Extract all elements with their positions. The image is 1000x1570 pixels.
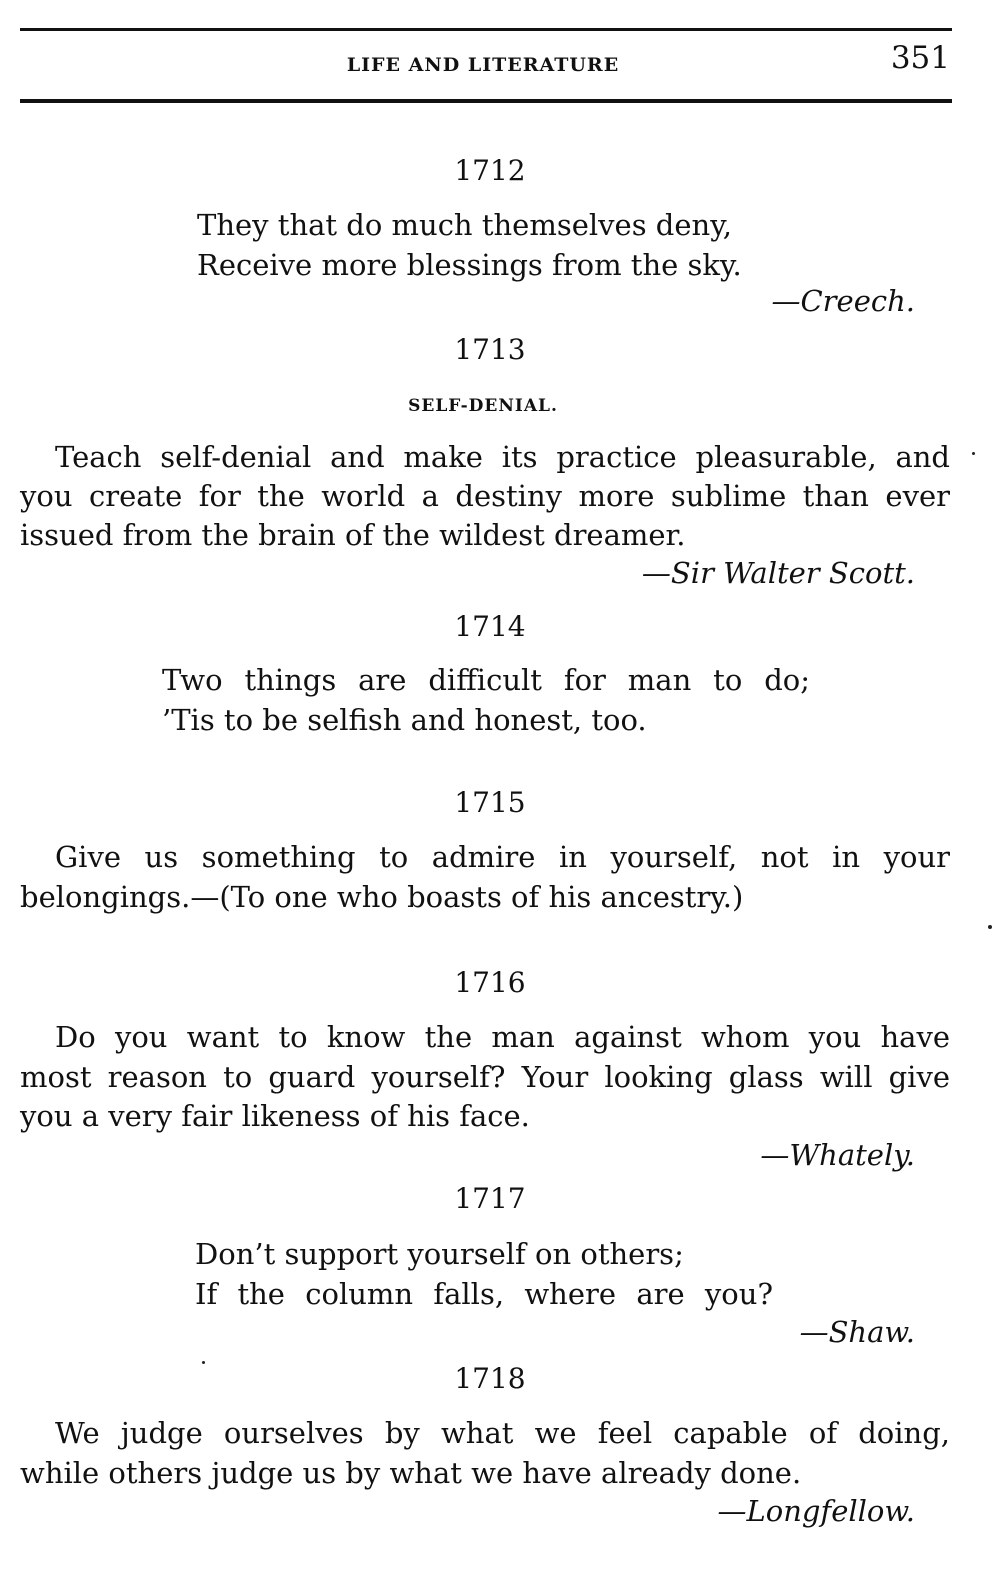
verse-line: Two things are difficult for man to do;	[162, 663, 810, 697]
attribution: —Creech.	[771, 284, 915, 318]
prose-line: issued from the brain of the wildest dreamer.	[20, 518, 686, 552]
prose-line: belongings.—(To one who boasts of his ancestry.)	[20, 880, 744, 914]
entry-number: 1716	[454, 966, 526, 999]
attribution: —Whately.	[760, 1138, 915, 1172]
prose-line: Teach self-denial and make its practice pleasurable, and	[55, 440, 950, 474]
prose-line: Do you want to know the man against whom you have	[55, 1020, 950, 1054]
verse-line: If the column falls, where are you?	[195, 1277, 773, 1311]
section-heading: SELF-DENIAL.	[408, 396, 558, 416]
entry-number: 1718	[454, 1362, 526, 1395]
verse-line: They that do much themselves deny,	[197, 208, 732, 242]
page-number: 351	[890, 40, 950, 76]
entry-number: 1713	[454, 333, 526, 366]
top-rule	[20, 28, 952, 31]
prose-line: while others judge us by what we have already done.	[20, 1456, 802, 1490]
scan-speck	[202, 1361, 205, 1364]
verse-line: Receive more blessings from the sky.	[197, 248, 742, 282]
entry-number: 1717	[454, 1182, 526, 1215]
prose-line: you create for the world a destiny more sublime than ever	[20, 479, 950, 513]
entry-number: 1712	[454, 154, 526, 187]
entry-number: 1715	[454, 786, 526, 819]
entry-number: 1714	[454, 610, 526, 643]
attribution: —Sir Walter Scott.	[641, 556, 915, 590]
attribution: —Shaw.	[799, 1315, 915, 1349]
scan-speck	[988, 925, 992, 929]
prose-line: We judge ourselves by what we feel capable of doing,	[55, 1416, 950, 1450]
verse-line: ’Tis to be selfish and honest, too.	[162, 703, 647, 737]
prose-line: Give us something to admire in yourself, not in your	[55, 840, 950, 874]
prose-line: you a very fair likeness of his face.	[20, 1099, 530, 1133]
scan-speck	[972, 452, 975, 455]
attribution: —Longfellow.	[717, 1494, 915, 1528]
verse-line: Don’t support yourself on others;	[195, 1237, 684, 1271]
header-rule	[20, 99, 952, 103]
prose-line: most reason to guard yourself? Your looking glass will give	[20, 1060, 950, 1094]
running-title: LIFE AND LITERATURE	[346, 54, 620, 76]
